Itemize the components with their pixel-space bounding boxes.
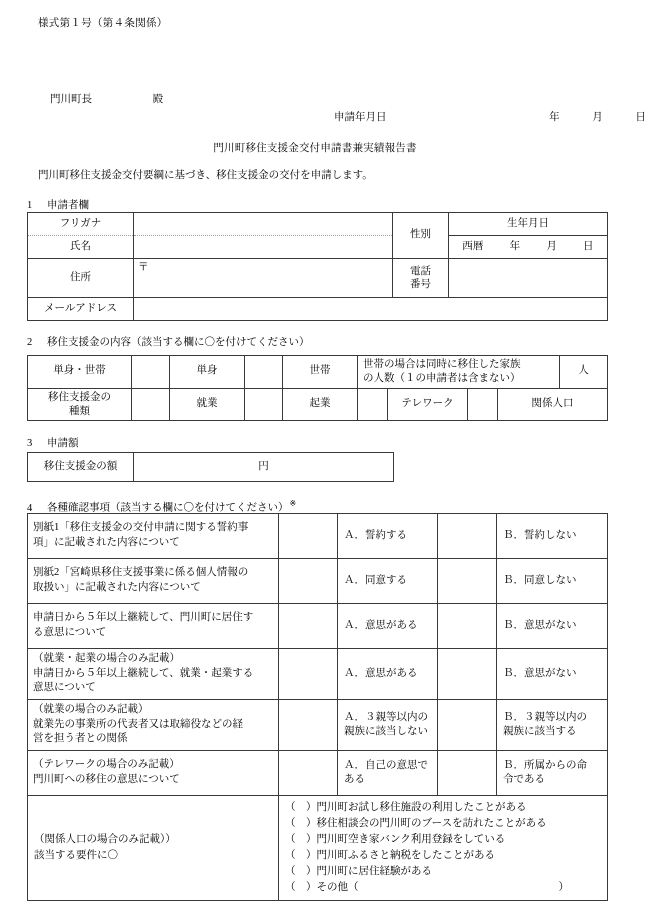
confirmation-table bbox=[27, 513, 608, 901]
section4-title: 各種確認事項（該当する欄に〇を付けてください） bbox=[47, 502, 289, 514]
table-row bbox=[28, 298, 608, 321]
checklist-item[interactable] bbox=[285, 800, 603, 816]
confirm-2-option-b: Ｂ．同意しない bbox=[497, 559, 608, 604]
table-row bbox=[28, 453, 394, 482]
amount-table bbox=[27, 452, 394, 482]
confirm-3-option-b: Ｂ．意思がない bbox=[497, 604, 608, 649]
application-date-label: 申請年月日 bbox=[334, 112, 387, 123]
confirm-6-option-a-line2: ある bbox=[344, 774, 365, 786]
email-input[interactable] bbox=[134, 298, 608, 321]
family-count-note-line1: 世帯の場合は同時に移住した家族 bbox=[363, 359, 521, 370]
confirm-question-1-line1: 別紙1「移住支援金の交付申請に関する誓約事 bbox=[33, 522, 249, 534]
addressee-line bbox=[50, 92, 163, 108]
confirm-question-5-line3: 営を担う者との関係 bbox=[33, 733, 128, 745]
confirm-4-option-b: Ｂ．意思がない bbox=[497, 649, 608, 700]
confirm-1-mark-b[interactable] bbox=[438, 514, 497, 559]
table-row bbox=[28, 514, 608, 559]
dob-label: 生年月日 bbox=[449, 213, 608, 236]
section1-number: 1 bbox=[27, 200, 33, 211]
section2-number: 2 bbox=[27, 337, 33, 348]
related-population-option-label: 関係人口 bbox=[498, 388, 608, 421]
checkbox-2[interactable]: （ ） bbox=[285, 818, 317, 830]
telephone-label-line1: 電話 bbox=[410, 265, 431, 277]
section3-title: 申請額 bbox=[47, 438, 79, 449]
address-label: 住所 bbox=[28, 259, 134, 298]
amount-label: 移住支援金の額 bbox=[28, 453, 134, 482]
dob-era: 西暦 bbox=[462, 240, 484, 252]
postal-mark: 〒 bbox=[138, 262, 149, 273]
section2-heading bbox=[27, 335, 310, 351]
application-date-day: 日 bbox=[635, 112, 646, 123]
checklist-item[interactable] bbox=[285, 864, 603, 880]
name-label: 氏名 bbox=[28, 236, 134, 259]
table-row bbox=[28, 559, 608, 604]
family-count-input[interactable] bbox=[560, 356, 608, 389]
confirm-6-option-a-line1: Ａ．自己の意思で bbox=[344, 760, 428, 772]
confirm-6-option-b-line1: Ｂ．所属からの命 bbox=[503, 760, 587, 772]
confirm-question-2-line2: 取扱い」に記載された内容について bbox=[33, 582, 201, 593]
confirm-5-mark-a[interactable] bbox=[279, 700, 338, 751]
confirm-2-mark-a[interactable] bbox=[279, 559, 338, 604]
confirm-question-4-line3: 意思について bbox=[33, 682, 96, 694]
confirm-2-option-a: Ａ．同意する bbox=[338, 559, 438, 604]
confirm-question-6-line1: （テレワークの場合のみ記載） bbox=[33, 759, 180, 771]
applicant-table bbox=[27, 212, 608, 321]
confirm-5-option-b bbox=[497, 700, 608, 751]
section3-number: 3 bbox=[27, 438, 33, 449]
checklist-item-5-label: 門川町に居住経験がある bbox=[316, 865, 432, 877]
table-row bbox=[28, 751, 608, 796]
table-row bbox=[28, 649, 608, 700]
employment-option-label: 就業 bbox=[170, 388, 245, 421]
addressee-name: 門川町長 bbox=[50, 94, 92, 105]
confirm-question-5 bbox=[28, 700, 279, 751]
dob-month: 月 bbox=[546, 240, 558, 252]
confirm-question-5-line2: 就業先の事業所の代表者又は取締役などの経 bbox=[33, 718, 243, 730]
confirm-question-3-line2: る意思について bbox=[33, 627, 107, 638]
table-row bbox=[28, 259, 608, 298]
household-mark-cell[interactable] bbox=[245, 356, 283, 389]
confirm-question-5-line1: （就業の場合のみ記載） bbox=[33, 704, 149, 716]
confirm-2-mark-b[interactable] bbox=[438, 559, 497, 604]
subsidy-kind-label-line1: 移住支援金の bbox=[48, 391, 111, 403]
startup-mark-cell[interactable] bbox=[245, 388, 283, 421]
employment-mark-cell[interactable] bbox=[132, 388, 170, 421]
confirm-5-option-b-line2: 親族に該当する bbox=[503, 726, 577, 738]
startup-option-label: 起業 bbox=[283, 388, 358, 421]
table-row bbox=[28, 388, 608, 421]
confirm-4-mark-b[interactable] bbox=[438, 649, 497, 700]
section4-number: 4 bbox=[27, 502, 33, 514]
single-mark-cell[interactable] bbox=[132, 356, 170, 389]
table-row bbox=[28, 796, 608, 901]
checklist-item[interactable] bbox=[285, 848, 603, 864]
related-population-label-line2: 該当する要件に〇 bbox=[34, 849, 118, 861]
checkbox-1[interactable]: （ ） bbox=[285, 802, 317, 814]
section3-heading bbox=[27, 436, 79, 452]
checklist-item[interactable] bbox=[285, 832, 603, 848]
household-option-label: 世帯 bbox=[283, 356, 358, 389]
amount-unit: 円 bbox=[258, 460, 269, 472]
checklist-item-4-label: 門川町ふるさと納税をしたことがある bbox=[316, 849, 495, 861]
confirm-6-option-a bbox=[338, 751, 438, 796]
amount-input[interactable] bbox=[134, 453, 394, 482]
checklist-other-close: ） bbox=[558, 881, 569, 893]
table-row bbox=[28, 700, 608, 751]
subsidy-kind-label-line2: 種類 bbox=[69, 405, 90, 417]
confirm-question-4 bbox=[28, 649, 279, 700]
table-row bbox=[28, 356, 608, 389]
checkbox-4[interactable]: （ ） bbox=[285, 849, 317, 861]
checkbox-3[interactable]: （ ） bbox=[285, 834, 317, 846]
lead-paragraph: 門川町移住支援金交付要綱に基づき、移住支援金の交付を申請します。 bbox=[38, 170, 373, 181]
related-population-label-line1: （関係人口の場合のみ記載）） bbox=[34, 834, 176, 846]
confirm-question-6 bbox=[28, 751, 279, 796]
confirm-1-option-a: Ａ．誓約する bbox=[338, 514, 438, 559]
application-date-year: 年 bbox=[549, 112, 560, 123]
gender-label: 性別 bbox=[393, 213, 449, 259]
address-input[interactable] bbox=[134, 259, 393, 298]
telephone-input[interactable] bbox=[449, 259, 608, 298]
table-row bbox=[28, 213, 608, 236]
telework-mark-cell[interactable] bbox=[358, 388, 388, 421]
confirm-question-3 bbox=[28, 604, 279, 649]
checklist-item[interactable] bbox=[285, 816, 603, 832]
confirm-4-option-a: Ａ．意思がある bbox=[338, 649, 438, 700]
subsidy-content-table bbox=[27, 355, 608, 421]
checkbox-6[interactable]: （ ） bbox=[285, 881, 317, 893]
confirm-5-option-b-line1: Ｂ．３親等以内の bbox=[503, 712, 587, 724]
confirm-5-mark-b[interactable] bbox=[438, 700, 497, 751]
checklist-item-2-label: 移住相談会の門川町のブースを訪れたことがある bbox=[316, 818, 547, 830]
single-option-label: 単身 bbox=[170, 356, 245, 389]
addressee-honorific: 殿 bbox=[152, 94, 164, 105]
name-input[interactable] bbox=[134, 236, 393, 259]
confirm-5-option-a bbox=[338, 700, 438, 751]
dob-year: 年 bbox=[509, 240, 521, 252]
confirm-question-1-line2: 項」に記載された内容について bbox=[33, 537, 180, 548]
family-count-unit: 人 bbox=[578, 365, 589, 377]
confirm-3-option-a: Ａ．意思がある bbox=[338, 604, 438, 649]
section2-title: 移住支援金の内容（該当する欄に〇を付けてください） bbox=[47, 337, 310, 348]
confirm-question-4-line1: （就業・起業の場合のみ記載） bbox=[33, 653, 180, 664]
table-row bbox=[28, 604, 608, 649]
document-title: 門川町移住支援金交付申請書兼実績報告書 bbox=[213, 143, 417, 154]
dob-day: 日 bbox=[583, 240, 594, 252]
confirm-1-mark-a[interactable] bbox=[279, 514, 338, 559]
dob-input[interactable] bbox=[449, 236, 608, 259]
checklist-item-other[interactable] bbox=[285, 880, 603, 896]
table-row bbox=[28, 236, 608, 259]
section4-note-mark: ※ bbox=[289, 499, 297, 508]
checklist-item-3-label: 門川町空き家バンク利用登録をしている bbox=[316, 834, 506, 846]
confirm-question-1 bbox=[28, 514, 279, 559]
checkbox-5[interactable]: （ ） bbox=[285, 865, 317, 877]
family-count-note bbox=[358, 356, 560, 389]
confirm-3-mark-b[interactable] bbox=[438, 604, 497, 649]
email-label: メールアドレス bbox=[28, 298, 134, 321]
confirm-1-option-b: Ｂ．誓約しない bbox=[497, 514, 608, 559]
telework-option-label: テレワーク bbox=[388, 388, 468, 421]
application-date-line bbox=[334, 110, 646, 126]
checklist-item-1-label: 門川町お試し移住施設の利用したことがある bbox=[316, 802, 527, 814]
telephone-label-line2: 番号 bbox=[410, 279, 431, 290]
confirm-6-mark-b[interactable] bbox=[438, 751, 497, 796]
related-population-checklist bbox=[279, 796, 608, 901]
furigana-label: フリガナ bbox=[28, 213, 134, 236]
telephone-label bbox=[393, 259, 449, 298]
application-date-month: 月 bbox=[592, 112, 603, 123]
confirm-question-3-line1: 申請日から５年以上継続して、門川町に居住す bbox=[33, 612, 254, 624]
checklist-other-label: その他（ bbox=[316, 881, 359, 893]
related-population-mark-cell[interactable] bbox=[468, 388, 498, 421]
confirm-6-option-b bbox=[497, 751, 608, 796]
confirm-5-option-a-line1: Ａ．３親等以内の bbox=[344, 712, 428, 724]
household-type-label: 単身・世帯 bbox=[28, 356, 132, 389]
dob-slots bbox=[462, 240, 594, 255]
confirm-4-mark-a[interactable] bbox=[279, 649, 338, 700]
confirm-question-2 bbox=[28, 559, 279, 604]
confirm-6-option-b-line2: 令である bbox=[503, 774, 545, 786]
confirm-question-4-line2: 申請日から５年以上継続して、就業・起業する bbox=[33, 667, 254, 679]
related-population-label bbox=[28, 796, 279, 901]
confirm-6-mark-a[interactable] bbox=[279, 751, 338, 796]
furigana-input[interactable] bbox=[134, 213, 393, 236]
confirm-question-6-line2: 門川町への移住の意思について bbox=[33, 774, 180, 786]
confirm-5-option-a-line2: 親族に該当しない bbox=[344, 726, 428, 738]
subsidy-kind-label bbox=[28, 388, 132, 421]
form-number: 様式第１号（第４条関係） bbox=[38, 18, 168, 29]
family-count-note-line2: の人数（１の申請者は含まない） bbox=[363, 372, 521, 384]
confirm-question-2-line1: 別紙2「宮崎県移住支援事業に係る個人情報の bbox=[33, 567, 249, 579]
confirm-3-mark-a[interactable] bbox=[279, 604, 338, 649]
section1-title: 申請者欄 bbox=[47, 200, 89, 211]
